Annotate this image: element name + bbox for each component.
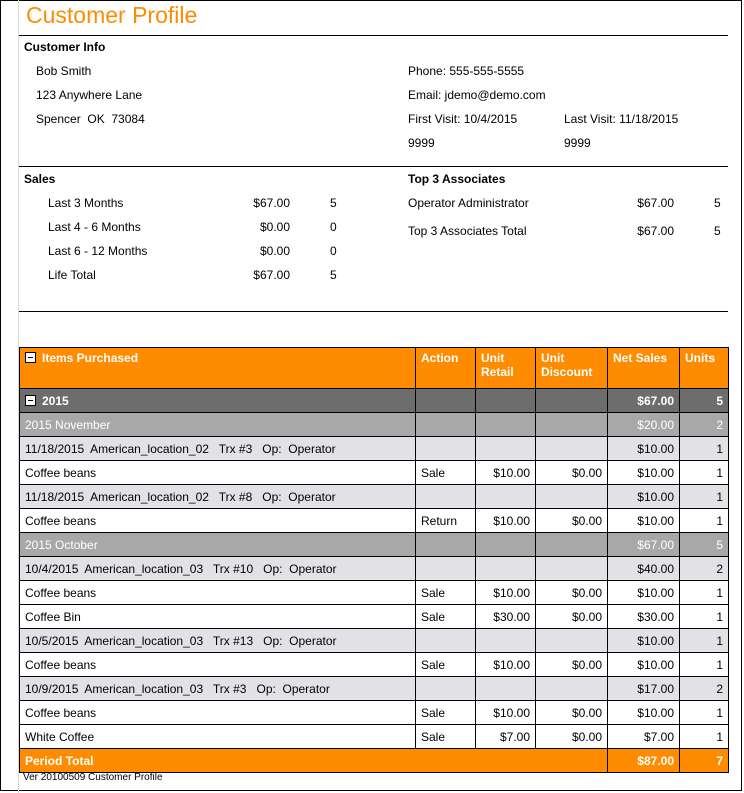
row-unit-discount: $0.00: [536, 581, 608, 605]
month-row: [20, 533, 729, 557]
item-row: [20, 653, 729, 677]
row-label: White Coffee: [20, 725, 416, 749]
row-unit-discount: [536, 413, 608, 437]
row-unit-retail: $10.00: [476, 701, 536, 725]
row-unit-retail: $10.00: [476, 461, 536, 485]
row-label: Coffee beans: [20, 509, 416, 533]
row-unit-retail: [476, 533, 536, 557]
row-action: [416, 413, 476, 437]
item-row: [20, 581, 729, 605]
year-label: 2015: [42, 393, 69, 408]
customer-name: Bob Smith: [36, 64, 92, 78]
sales-row-count: 0: [330, 220, 337, 234]
row-net-sales: $10.00: [608, 629, 680, 653]
row-units: 1: [680, 485, 729, 509]
row-action: [416, 557, 476, 581]
row-unit-discount: [536, 437, 608, 461]
row-units: 1: [680, 581, 729, 605]
sales-heading: Sales: [24, 172, 56, 186]
row-units: 5: [680, 533, 729, 557]
title-divider: [19, 35, 728, 36]
row-label: 11/18/2015 American_location_02 Trx #3 Op: Operator: [20, 437, 416, 461]
associate-row-amount: $67.00: [637, 196, 674, 210]
sales-row-count: 5: [330, 196, 337, 210]
table-header-row: [20, 348, 729, 389]
year-label-cell: [20, 389, 416, 413]
period-total-net: $87.00: [608, 749, 680, 773]
sales-divider: [19, 311, 728, 312]
footer-version: Ver 20100509 Customer Profile: [23, 772, 163, 783]
year-units: 5: [680, 389, 729, 413]
row-label: 10/4/2015 American_location_03 Trx #10 Op: Operator: [20, 557, 416, 581]
row-net-sales: $10.00: [608, 701, 680, 725]
row-label: 2015 November: [20, 413, 416, 437]
row-units: 1: [680, 629, 729, 653]
action-header: Action: [416, 348, 476, 389]
associate-row-amount: $67.00: [637, 224, 674, 238]
associates-heading: Top 3 Associates: [408, 172, 506, 186]
row-unit-discount: [536, 485, 608, 509]
row-units: 1: [680, 461, 729, 485]
row-units: 2: [680, 677, 729, 701]
row-unit-discount: $0.00: [536, 461, 608, 485]
period-total-label: Period Total: [20, 749, 608, 773]
row-net-sales: $40.00: [608, 557, 680, 581]
row-units: 1: [680, 437, 729, 461]
net-sales-header: Net Sales: [608, 348, 680, 389]
units-header: Units: [680, 348, 729, 389]
unit-discount-header-line1: Unit: [541, 351, 565, 365]
row-units: 1: [680, 509, 729, 533]
row-net-sales: $10.00: [608, 485, 680, 509]
trx-row: [20, 677, 729, 701]
row-label: Coffee beans: [20, 653, 416, 677]
customer-info-heading: Customer Info: [24, 40, 106, 54]
row-unit-discount: $0.00: [536, 725, 608, 749]
row-net-sales: $20.00: [608, 413, 680, 437]
row-action: Sale: [416, 701, 476, 725]
unit-retail-header-line2: Retail: [481, 365, 514, 379]
row-units: 1: [680, 605, 729, 629]
row-label: Coffee beans: [20, 701, 416, 725]
row-units: 2: [680, 413, 729, 437]
sales-row-label: Life Total: [48, 268, 96, 282]
row-unit-retail: $10.00: [476, 581, 536, 605]
info-divider: [19, 166, 728, 167]
row-unit-discount: $0.00: [536, 605, 608, 629]
row-unit-retail: [476, 629, 536, 653]
row-label: 2015 October: [20, 533, 416, 557]
sales-row-count: 5: [330, 268, 337, 282]
sales-row-label: Last 6 - 12 Months: [48, 244, 148, 258]
row-action: Sale: [416, 725, 476, 749]
customer-address: 123 Anywhere Lane: [36, 88, 143, 102]
sales-row-label: Last 3 Months: [48, 196, 124, 210]
period-total-units: 7: [680, 749, 729, 773]
row-net-sales: $10.00: [608, 581, 680, 605]
row-unit-retail: [476, 485, 536, 509]
row-action: Sale: [416, 581, 476, 605]
trx-row: [20, 629, 729, 653]
row-unit-retail: [476, 437, 536, 461]
row-net-sales: $30.00: [608, 605, 680, 629]
period-total-row: [20, 749, 729, 773]
trx-row: [20, 437, 729, 461]
row-unit-retail: $7.00: [476, 725, 536, 749]
collapse-toggle-icon[interactable]: [25, 352, 36, 363]
sales-row-amount: $0.00: [259, 220, 290, 234]
row-label: Coffee beans: [20, 581, 416, 605]
row-unit-discount: $0.00: [536, 509, 608, 533]
row-units: 2: [680, 557, 729, 581]
customer-email: Email: jdemo@demo.com: [408, 88, 546, 102]
row-action: [416, 533, 476, 557]
row-label: 11/18/2015 American_location_02 Trx #8 Op: Operator: [20, 485, 416, 509]
unit-retail-header-line1: Unit: [481, 351, 505, 365]
unit-retail-header: [476, 348, 536, 389]
row-unit-discount: [536, 533, 608, 557]
row-unit-discount: [536, 557, 608, 581]
row-unit-retail: $10.00: [476, 653, 536, 677]
row-action: [416, 437, 476, 461]
row-unit-retail: [476, 677, 536, 701]
sales-row-count: 0: [330, 244, 337, 258]
sales-row-amount: $67.00: [253, 268, 290, 282]
row-units: 1: [680, 725, 729, 749]
associate-row-count: 5: [714, 196, 721, 210]
row-units: 1: [680, 653, 729, 677]
unit-discount-header: [536, 348, 608, 389]
item-row: [20, 701, 729, 725]
row-label: 10/9/2015 American_location_03 Trx #3 Op: Operator: [20, 677, 416, 701]
row-label: Coffee Bin: [20, 605, 416, 629]
row-action: Sale: [416, 605, 476, 629]
customer-city-line: Spencer OK 73084: [36, 112, 145, 126]
row-action: Return: [416, 509, 476, 533]
row-label: Coffee beans: [20, 461, 416, 485]
row-unit-discount: $0.00: [536, 653, 608, 677]
last-visit: Last Visit: 11/18/2015: [564, 112, 679, 126]
first-visit-time: 9999: [408, 136, 435, 150]
year-net: $67.00: [608, 389, 680, 413]
trx-row: [20, 557, 729, 581]
trx-row: [20, 485, 729, 509]
collapse-toggle-icon[interactable]: [25, 395, 36, 406]
row-action: Sale: [416, 653, 476, 677]
row-net-sales: $10.00: [608, 509, 680, 533]
first-visit: First Visit: 10/4/2015: [408, 112, 518, 126]
row-unit-retail: $10.00: [476, 509, 536, 533]
sales-row-amount: $0.00: [259, 244, 290, 258]
items-header-label: Items Purchased: [42, 351, 139, 365]
page-title: Customer Profile: [26, 2, 198, 28]
row-net-sales: $10.00: [608, 653, 680, 677]
row-unit-discount: [536, 629, 608, 653]
associate-row-label: Operator Administrator: [408, 196, 529, 210]
row-action: [416, 677, 476, 701]
sales-row-label: Last 4 - 6 Months: [48, 220, 141, 234]
year-row: [20, 389, 729, 413]
row-action: Sale: [416, 461, 476, 485]
associate-row-label: Top 3 Associates Total: [408, 224, 527, 238]
items-header: [20, 348, 416, 389]
last-visit-time: 9999: [564, 136, 591, 150]
customer-phone: Phone: 555-555-5555: [408, 64, 525, 78]
row-unit-retail: $30.00: [476, 605, 536, 629]
row-unit-retail: [476, 413, 536, 437]
row-unit-discount: $0.00: [536, 701, 608, 725]
month-row: [20, 413, 729, 437]
row-net-sales: $10.00: [608, 437, 680, 461]
associate-row-count: 5: [714, 224, 721, 238]
row-action: [416, 629, 476, 653]
row-net-sales: $67.00: [608, 533, 680, 557]
sales-row-amount: $67.00: [253, 196, 290, 210]
row-unit-discount: [536, 677, 608, 701]
row-label: 10/5/2015 American_location_03 Trx #13 Op: Operator: [20, 629, 416, 653]
row-net-sales: $17.00: [608, 677, 680, 701]
row-net-sales: $7.00: [608, 725, 680, 749]
item-row: [20, 605, 729, 629]
row-units: 1: [680, 701, 729, 725]
item-row: [20, 509, 729, 533]
items-purchased-table: [19, 347, 729, 773]
row-unit-retail: [476, 557, 536, 581]
unit-discount-header-line2: Discount: [541, 365, 593, 379]
row-action: [416, 485, 476, 509]
row-net-sales: $10.00: [608, 461, 680, 485]
item-row: [20, 725, 729, 749]
item-row: [20, 461, 729, 485]
